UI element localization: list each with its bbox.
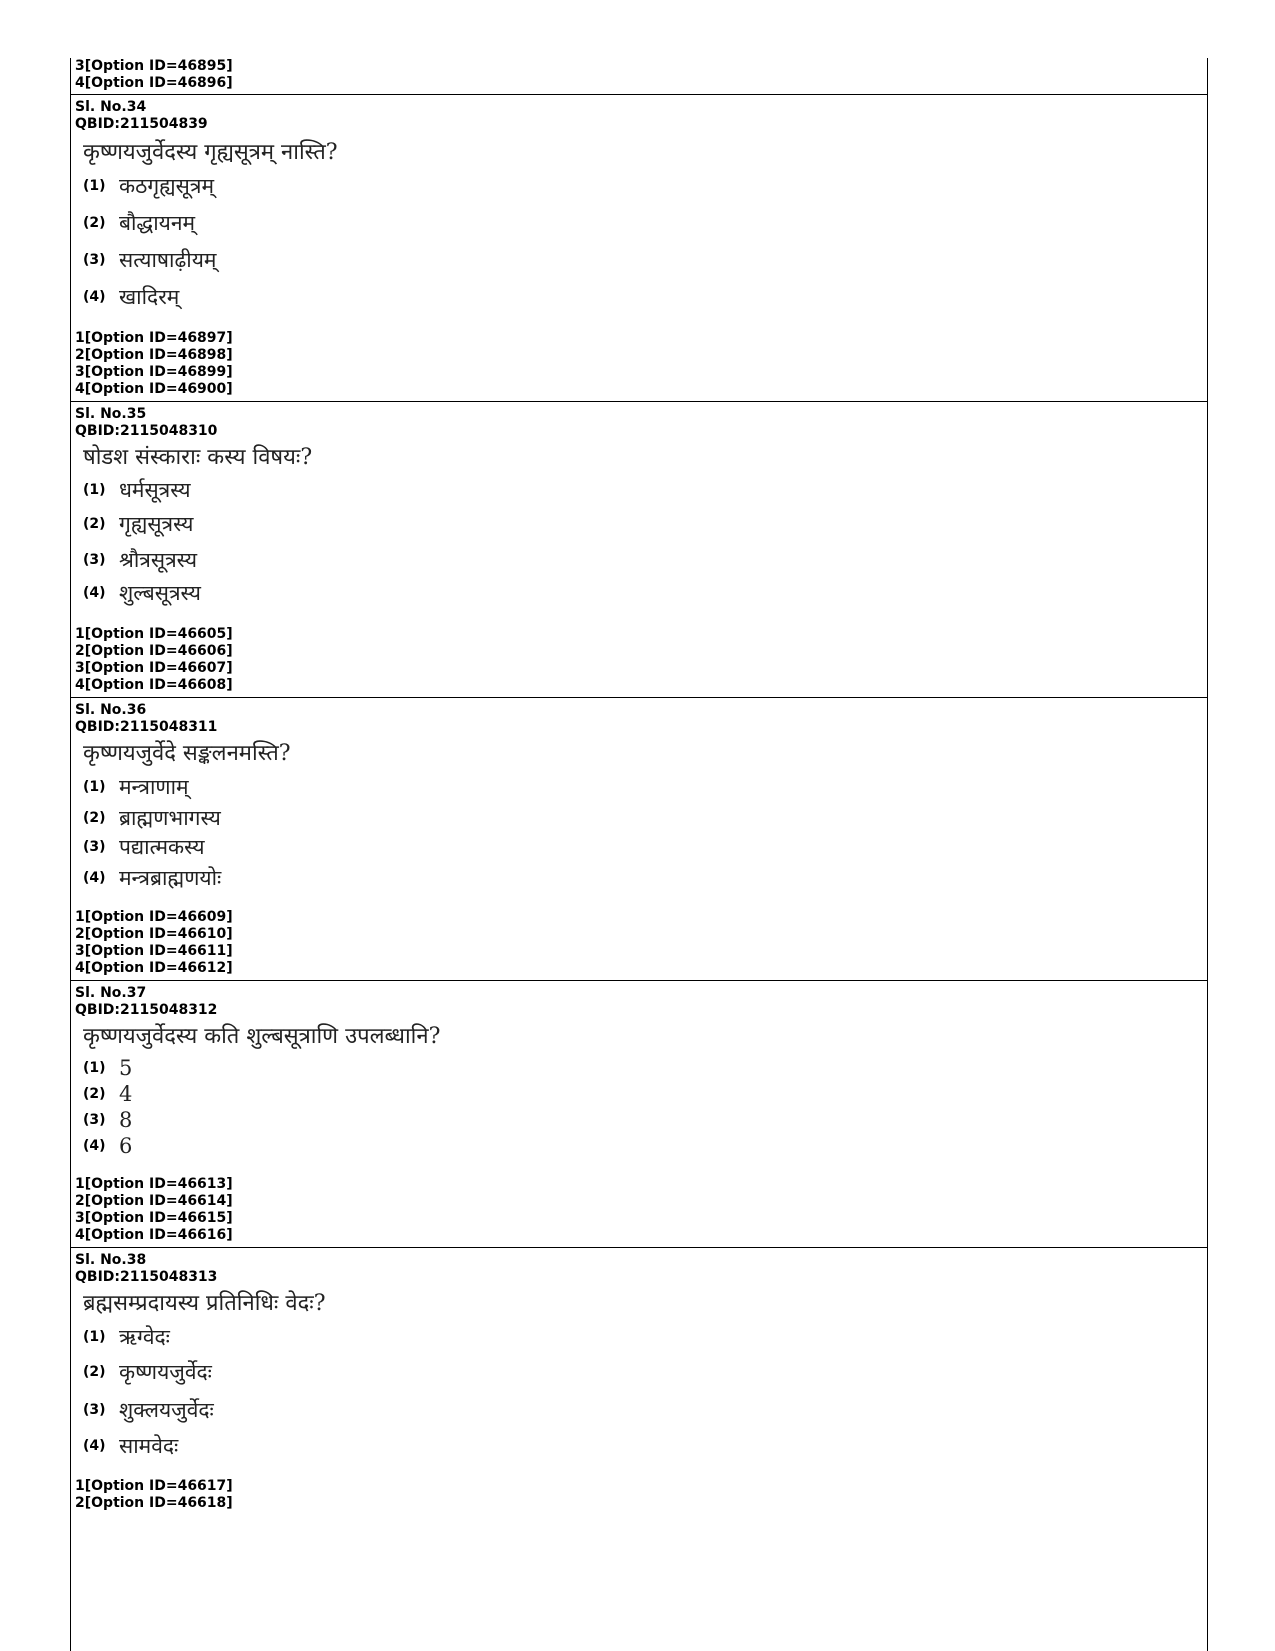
question-header: [75, 1252, 217, 1286]
option-number: (4): [83, 1138, 106, 1154]
divider: [71, 980, 1207, 981]
option: [83, 476, 191, 502]
option: [83, 804, 221, 830]
option-text: श्रौत्रसूत्रस्य: [119, 548, 198, 572]
question-text: कृष्णयजुर्वेदे सङ्कलनमस्ति?: [83, 741, 291, 766]
option-text: धर्मसूत्रस्य: [119, 478, 191, 502]
option-id-list: [75, 626, 233, 694]
option-text: 6: [119, 1134, 133, 1158]
option-text: खादिरम्: [119, 285, 180, 309]
option: [83, 172, 214, 198]
option: [83, 246, 216, 272]
question-header: [75, 406, 217, 440]
option-id: 4[Option ID=46608]: [75, 677, 233, 693]
option-number: (3): [83, 252, 106, 268]
serial-number: Sl. No.35: [75, 406, 147, 422]
option-id: 4[Option ID=46900]: [75, 381, 233, 397]
option-id: 4[Option ID=46616]: [75, 1227, 233, 1243]
option: [83, 773, 189, 799]
option-number: (2): [83, 516, 106, 532]
question-header: [75, 702, 217, 736]
option-id-list: [75, 909, 233, 977]
option-text: कठगृह्यसूत्रम्: [119, 174, 215, 198]
option-id: 2[Option ID=46610]: [75, 926, 233, 942]
option-number: (1): [83, 1329, 106, 1345]
question-header: [75, 985, 217, 1019]
option-id: 4[Option ID=46896]: [75, 75, 233, 91]
option-number: (3): [83, 552, 106, 568]
option-text: 5: [119, 1056, 133, 1080]
carryover-option-ids: [75, 58, 233, 92]
question-header: [75, 99, 208, 133]
option: [83, 283, 179, 309]
question-text: ब्रह्मसम्प्रदायस्य प्रतिनिधिः वेदः?: [83, 1291, 326, 1316]
option-text: शुल्बसूत्रस्य: [119, 581, 201, 605]
option-id: 1[Option ID=46897]: [75, 330, 233, 346]
option-text: ब्राह्मणभागस्य: [119, 806, 221, 830]
question-text: कृष्णयजुर्वेदस्य गृह्यसूत्रम् नास्ति?: [83, 140, 338, 165]
serial-number: Sl. No.38: [75, 1252, 147, 1268]
option-number: (2): [83, 810, 106, 826]
qbid: QBID:2115048312: [75, 1002, 218, 1018]
option-text: 8: [119, 1108, 133, 1132]
option-number: (2): [83, 215, 106, 231]
option-number: (1): [83, 779, 106, 795]
option-text: ऋग्वेदः: [119, 1325, 170, 1349]
option-number: (3): [83, 1402, 106, 1418]
option-text: गृह्यसूत्रस्य: [119, 512, 194, 536]
divider: [71, 1247, 1207, 1248]
option-number: (3): [83, 839, 106, 855]
option-id: 2[Option ID=46618]: [75, 1495, 233, 1511]
serial-number: Sl. No.34: [75, 99, 147, 115]
option-id: 1[Option ID=46605]: [75, 626, 233, 642]
option: [83, 1082, 132, 1108]
option: [83, 864, 221, 890]
option-id: 3[Option ID=46899]: [75, 364, 233, 380]
option: [83, 1134, 132, 1160]
option: [83, 510, 194, 536]
option-id: 3[Option ID=46895]: [75, 58, 233, 74]
divider: [71, 401, 1207, 402]
option-number: (4): [83, 1438, 106, 1454]
option: [83, 546, 197, 572]
option-id: 3[Option ID=46611]: [75, 943, 233, 959]
option-id: 1[Option ID=46609]: [75, 909, 233, 925]
option-id: 4[Option ID=46612]: [75, 960, 233, 976]
option-number: (4): [83, 870, 106, 886]
option-number: (1): [83, 1060, 106, 1076]
option-text: 4: [119, 1082, 133, 1106]
qbid: QBID:211504839: [75, 116, 208, 132]
option-id-list: [75, 330, 233, 398]
serial-number: Sl. No.37: [75, 985, 147, 1001]
option-id: 2[Option ID=46606]: [75, 643, 233, 659]
qbid: QBID:2115048311: [75, 719, 218, 735]
option-id: 2[Option ID=46614]: [75, 1193, 233, 1209]
option-text: शुक्लयजुर्वेदः: [119, 1398, 214, 1422]
option-number: (2): [83, 1086, 106, 1102]
qbid: QBID:2115048313: [75, 1269, 218, 1285]
option: [83, 1056, 132, 1082]
option: [83, 1323, 170, 1349]
option: [83, 833, 205, 859]
option: [83, 209, 195, 235]
option: [83, 1358, 212, 1384]
option: [83, 1432, 178, 1458]
option-text: कृष्णयजुर्वेदः: [119, 1360, 212, 1384]
option-id: 1[Option ID=46613]: [75, 1176, 233, 1192]
option-id: 3[Option ID=46607]: [75, 660, 233, 676]
option-number: (4): [83, 585, 106, 601]
option-id-list: [75, 1176, 233, 1244]
qbid: QBID:2115048310: [75, 423, 218, 439]
option-text: मन्त्राणाम्: [119, 775, 189, 799]
divider: [71, 94, 1207, 95]
question-text: कृष्णयजुर्वेदस्य कति शुल्बसूत्राणि उपलब्धानि?: [83, 1024, 441, 1049]
divider: [71, 697, 1207, 698]
option: [83, 1108, 132, 1134]
option-text: सत्याषाढ़ीयम्: [119, 248, 217, 272]
option-text: बौद्धायनम्: [119, 211, 196, 235]
option-text: पद्यात्मकस्य: [119, 835, 205, 859]
option-number: (4): [83, 289, 106, 305]
option: [83, 579, 201, 605]
question-paper-frame: [70, 58, 1208, 1651]
option: [83, 1396, 214, 1422]
option-number: (1): [83, 178, 106, 194]
option-text: मन्त्रब्राह्मणयोः: [119, 866, 222, 890]
question-text: षोडश संस्काराः कस्य विषयः?: [83, 445, 313, 470]
option-number: (2): [83, 1364, 106, 1380]
serial-number: Sl. No.36: [75, 702, 147, 718]
option-id: 2[Option ID=46898]: [75, 347, 233, 363]
option-number: (1): [83, 482, 106, 498]
option-id-list: [75, 1478, 233, 1512]
option-number: (3): [83, 1112, 106, 1128]
option-text: सामवेदः: [119, 1434, 179, 1458]
option-id: 3[Option ID=46615]: [75, 1210, 233, 1226]
option-id: 1[Option ID=46617]: [75, 1478, 233, 1494]
